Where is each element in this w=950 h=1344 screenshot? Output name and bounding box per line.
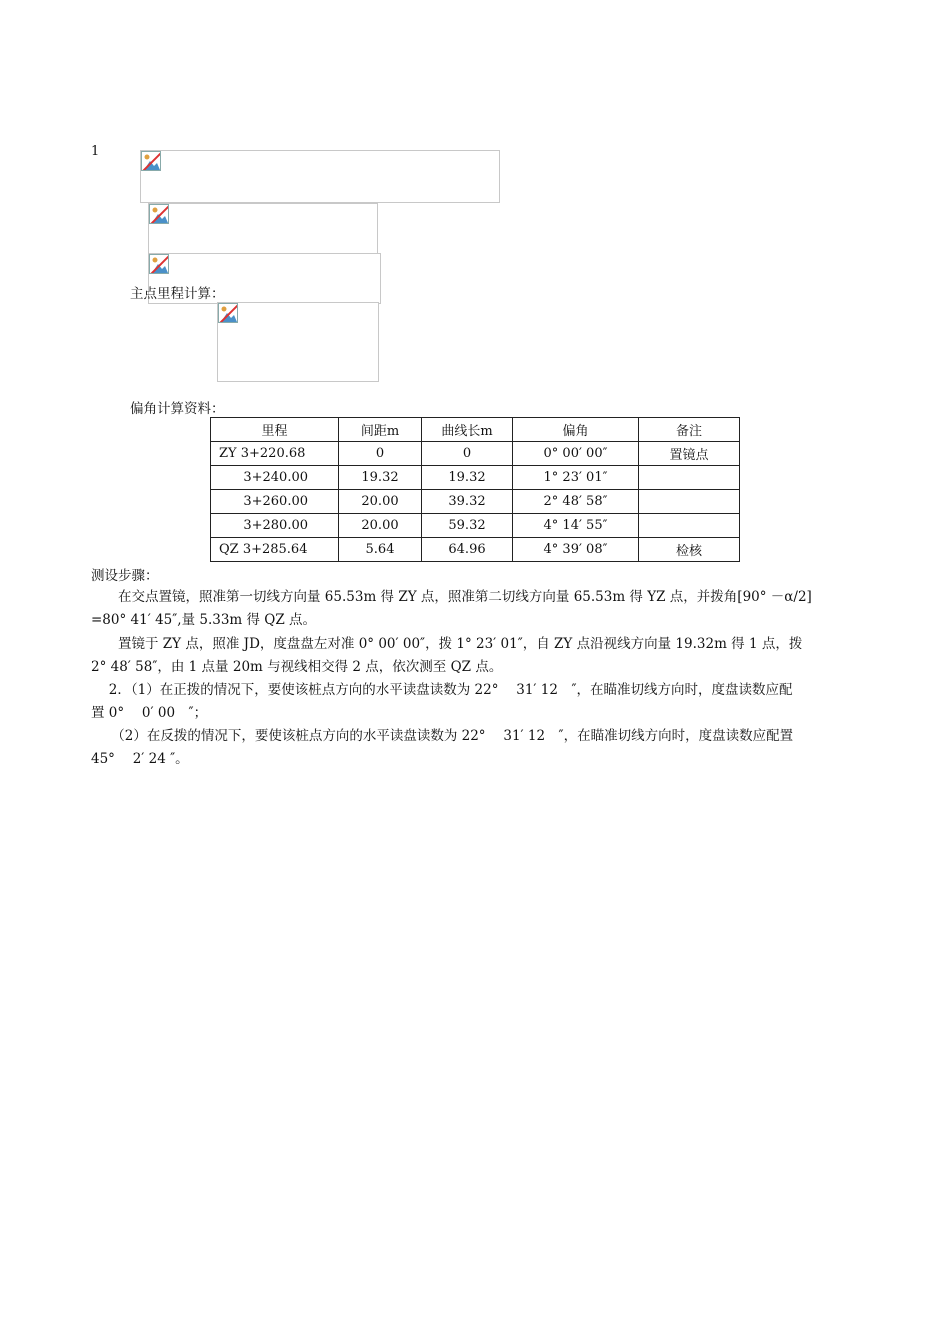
paragraph-line: 置镜于 ZY 点，照准 JD，度盘盘左对准 0° 00′ 00″，拨 1° 23′ 01″，自 ZY 点沿视线方向量 19.32m 得 1 点，拨 bbox=[91, 636, 803, 652]
cell-curve-length: 0 bbox=[422, 442, 513, 466]
cell-curve-length: 59.32 bbox=[422, 514, 513, 538]
cell-remark bbox=[639, 490, 740, 514]
broken-image-icon bbox=[218, 303, 238, 323]
table-row bbox=[211, 466, 740, 490]
paragraph-line: 2．（1）在正拨的情况下，要使该桩点方向的水平读盘读数为 22° 31′ 12 ″，在瞄准切线方向时，度盘读数应配 bbox=[91, 682, 793, 698]
table-row bbox=[211, 514, 740, 538]
cell-mileage: ZY 3+220.68 bbox=[211, 442, 339, 466]
paragraph-line: =80° 41′ 45″,量 5.33m 得 QZ 点。 bbox=[91, 612, 317, 628]
header-spacing: 间距m bbox=[339, 418, 422, 442]
deflection-data-label: 偏角计算资料： bbox=[130, 401, 225, 417]
cell-deflection: 2° 48′ 58″ bbox=[513, 490, 639, 514]
cell-remark: 检核 bbox=[639, 538, 740, 562]
cell-remark bbox=[639, 514, 740, 538]
deflection-table bbox=[210, 417, 740, 562]
cell-deflection: 4° 14′ 55″ bbox=[513, 514, 639, 538]
paragraph-line: 置 0° 0′ 00 ″； bbox=[91, 705, 208, 721]
header-curve-length: 曲线长m bbox=[422, 418, 513, 442]
cell-deflection: 0° 00′ 00″ bbox=[513, 442, 639, 466]
formula-image-2 bbox=[148, 203, 378, 255]
cell-curve-length: 19.32 bbox=[422, 466, 513, 490]
cell-spacing: 5.64 bbox=[339, 538, 422, 562]
cell-spacing: 20.00 bbox=[339, 514, 422, 538]
cell-mileage: 3+280.00 bbox=[211, 514, 339, 538]
paragraph-zy-setup bbox=[91, 633, 859, 679]
cell-spacing: 19.32 bbox=[339, 466, 422, 490]
table-row bbox=[211, 490, 740, 514]
header-deflection: 偏角 bbox=[513, 418, 639, 442]
header-remark: 备注 bbox=[639, 418, 740, 442]
table-row bbox=[211, 442, 740, 466]
item-number: 1 bbox=[91, 144, 100, 159]
header-mileage: 里程 bbox=[211, 418, 339, 442]
cell-mileage: 3+240.00 bbox=[211, 466, 339, 490]
main-point-mileage-label: 主点里程计算： bbox=[130, 286, 225, 302]
paragraph-line: 在交点置镜，照准第一切线方向量 65.53m 得 ZY 点，照准第二切线方向量 65.53m 得 YZ 点，并拨角[90° －α/2] bbox=[91, 589, 812, 605]
cell-mileage: 3+260.00 bbox=[211, 490, 339, 514]
cell-remark bbox=[639, 466, 740, 490]
cell-spacing: 0 bbox=[339, 442, 422, 466]
paragraph-line: 45° 2′ 24 ″。 bbox=[91, 751, 189, 767]
paragraph-question-2-1 bbox=[91, 679, 859, 725]
cell-curve-length: 64.96 bbox=[422, 538, 513, 562]
cell-curve-length: 39.32 bbox=[422, 490, 513, 514]
paragraph-intersection-setup bbox=[91, 586, 859, 632]
cell-remark: 置镜点 bbox=[639, 442, 740, 466]
broken-image-icon bbox=[141, 151, 161, 171]
paragraph-question-2-2 bbox=[91, 725, 859, 771]
formula-image-4 bbox=[217, 302, 379, 382]
cell-deflection: 4° 39′ 08″ bbox=[513, 538, 639, 562]
cell-spacing: 20.00 bbox=[339, 490, 422, 514]
broken-image-icon bbox=[149, 204, 169, 224]
formula-image-1 bbox=[140, 150, 500, 203]
table-header-row bbox=[211, 418, 740, 442]
paragraph-line: （2）在反拨的情况下，要使该桩点方向的水平读盘读数为 22° 31′ 12 ″，在瞄准切线方向时，度盘读数应配置 bbox=[91, 728, 794, 744]
steps-title: 测设步骤： bbox=[91, 568, 159, 584]
cell-deflection: 1° 23′ 01″ bbox=[513, 466, 639, 490]
broken-image-icon bbox=[149, 254, 169, 274]
table-row bbox=[211, 538, 740, 562]
paragraph-line: 2° 48′ 58″，由 1 点量 20m 与视线相交得 2 点，依次测至 QZ 点。 bbox=[91, 659, 503, 675]
cell-mileage: QZ 3+285.64 bbox=[211, 538, 339, 562]
